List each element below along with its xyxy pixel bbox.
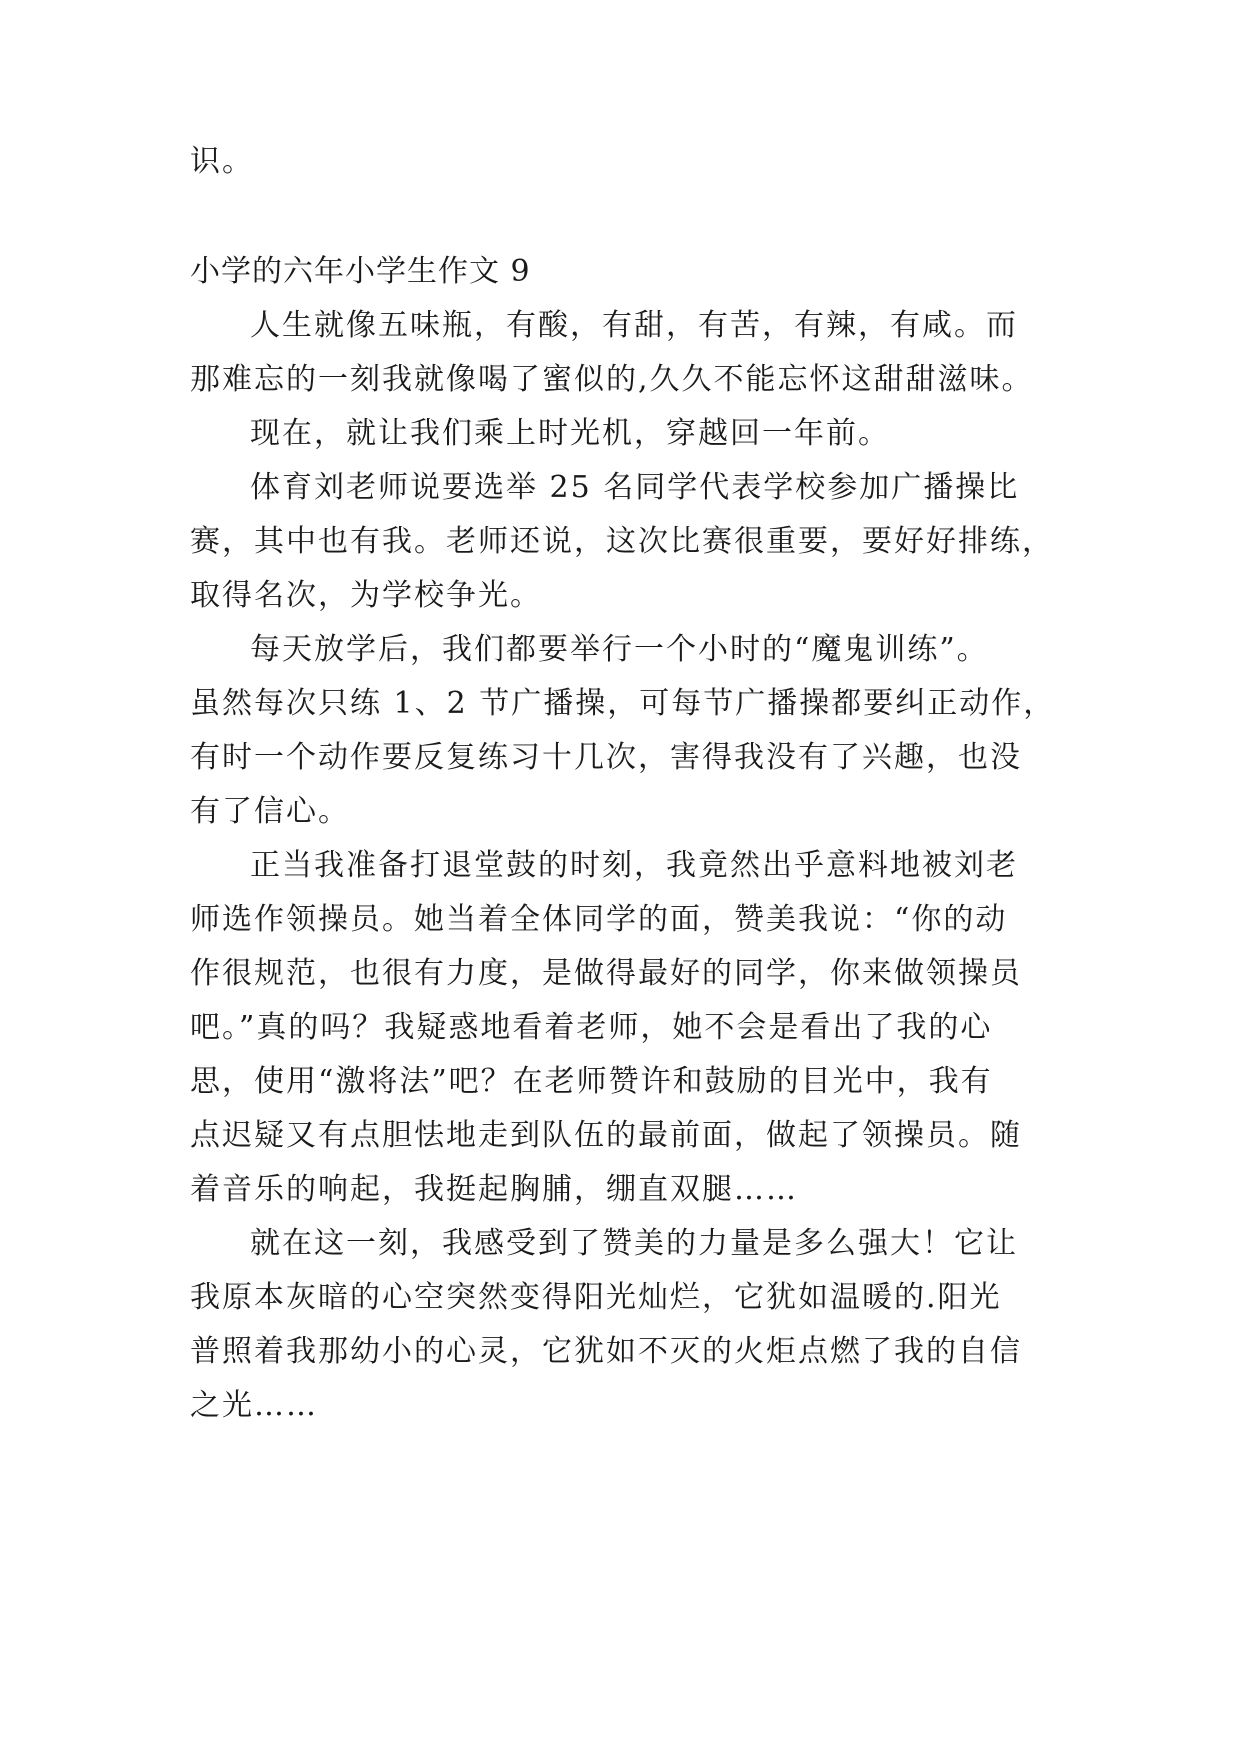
text-line: 点迟疑又有点胆怯地走到队伍的最前面，做起了领操员。随 <box>190 1118 1022 1153</box>
text-line: 赛，其中也有我。老师还说，这次比赛很重要，要好好排练， <box>190 524 1054 559</box>
text-line: 作很规范，也很有力度，是做得最好的同学，你来做领操员 <box>190 956 1022 991</box>
text-line: 之光…… <box>190 1388 318 1423</box>
text-line: 有时一个动作要反复练习十几次，害得我没有了兴趣，也没 <box>190 740 1022 775</box>
text-line: 有了信心。 <box>190 794 350 829</box>
text-line: 吧。”真的吗？我疑惑地看着老师，她不会是看出了我的心 <box>190 1010 993 1045</box>
text-line: 体育刘老师说要选举 25 名同学代表学校参加广播操比 <box>250 470 1020 505</box>
text-line: 虽然每次只练 1、2 节广播操，可每节广播操都要纠正动作， <box>190 686 1056 721</box>
text-line: 普照着我那幼小的心灵，它犹如不灭的火炬点燃了我的自信 <box>190 1334 1022 1369</box>
text-line: 识。 <box>190 144 254 179</box>
text-line: 就在这一刻，我感受到了赞美的力量是多么强大！它让 <box>250 1226 1018 1261</box>
text-line: 取得名次，为学校争光。 <box>190 578 542 613</box>
text-line: 正当我准备打退堂鼓的时刻，我竟然出乎意料地被刘老 <box>250 848 1018 883</box>
text-line: 人生就像五味瓶，有酸，有甜，有苦，有辣，有咸。而 <box>250 308 1018 343</box>
text-line: 现在，就让我们乘上时光机，穿越回一年前。 <box>250 416 890 451</box>
text-line: 师选作领操员。她当着全体同学的面，赞美我说：“你的动 <box>190 902 1008 937</box>
text-line: 我原本灰暗的心空突然变得阳光灿烂，它犹如温暖的.阳光 <box>190 1280 1002 1315</box>
text-line: 那难忘的一刻我就像喝了蜜似的,久久不能忘怀这甜甜滋味。 <box>190 362 1034 397</box>
essay-title: 小学的六年小学生作文 9 <box>190 254 531 289</box>
text-line: 着音乐的响起，我挺起胸脯，绷直双腿…… <box>190 1172 798 1207</box>
text-line: 思，使用“激将法”吧？在老师赞许和鼓励的目光中，我有 <box>190 1064 993 1099</box>
text-line: 每天放学后，我们都要举行一个小时的“魔鬼训练”。 <box>250 632 989 667</box>
